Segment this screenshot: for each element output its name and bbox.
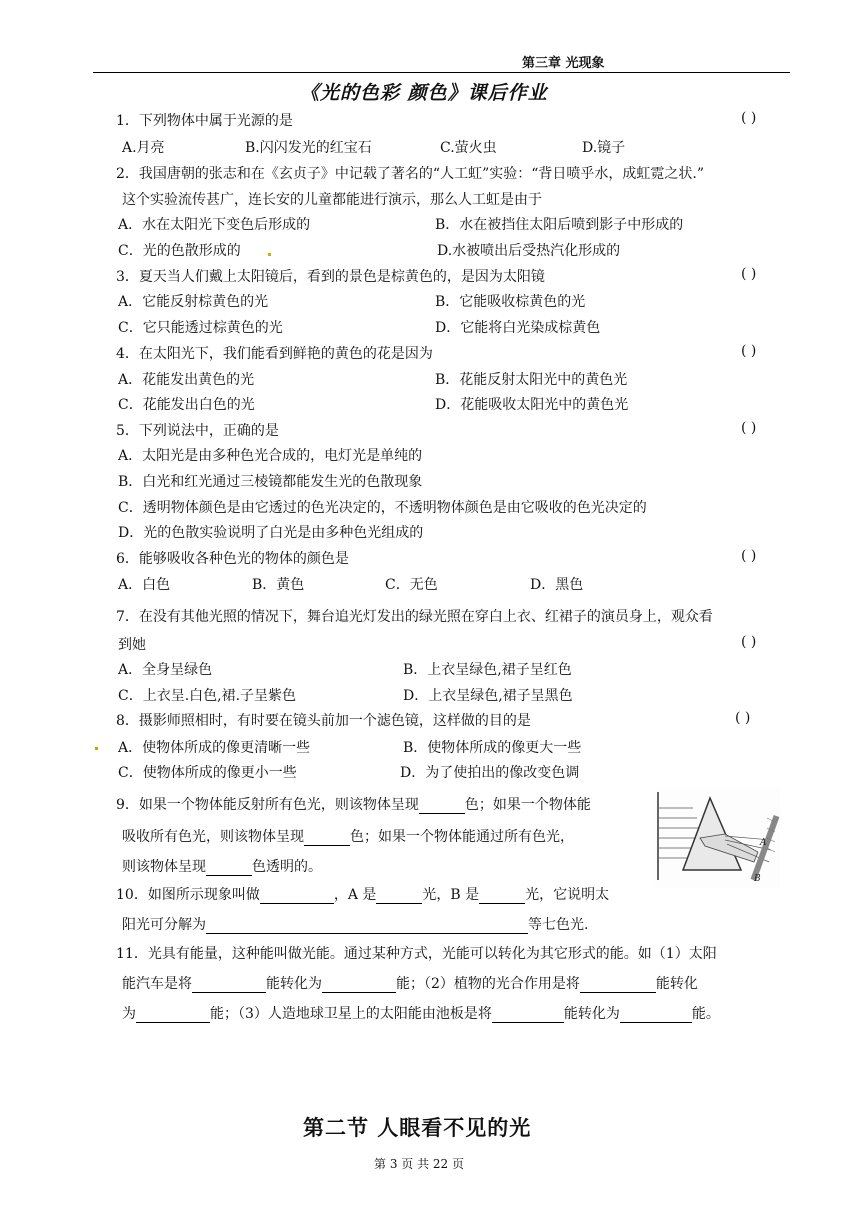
q7-option-b: B．上衣呈绿色,裙子呈红色	[403, 662, 572, 678]
q5-option-c: C．透明物体颜色是由它透过的色光决定的，不透明物体颜色是由它吸收的色光决定的	[118, 500, 647, 516]
q9-line3-text-b: 色透明的。	[252, 859, 322, 875]
q5-option-d: D．光的色散实验说明了白光是由多种色光组成的	[118, 525, 424, 541]
q7-option-c: C．上衣呈.白色,裙.子呈紫色	[118, 688, 297, 704]
q10-line1-text-c: 光，B 是	[422, 887, 480, 903]
q10-blank-1[interactable]	[260, 888, 334, 904]
q11-blank-2[interactable]	[322, 977, 396, 993]
q6-option-b: B．黄色	[252, 577, 305, 593]
q6-answer-paren: ( )	[741, 548, 757, 564]
q4-option-a: A．花能发出黄色的光	[118, 372, 255, 388]
q8-option-d: D．为了使拍出的像改变色调	[400, 765, 580, 781]
q1-answer-paren: ( )	[741, 110, 757, 126]
q6-option-c: C．无色	[385, 577, 438, 593]
q11-blank-6[interactable]	[620, 1007, 692, 1023]
q6-stem: 6．能够吸收各种色光的物体的颜色是	[116, 551, 349, 567]
q9-line3-text-a: 则该物体呈现	[122, 859, 206, 875]
q5-option-b: B．白光和红光通过三棱镜都能发生光的色散现象	[118, 474, 423, 490]
header-rule	[93, 72, 790, 73]
q3-option-d: D．它能将白光染成棕黄色	[435, 320, 601, 336]
stray-mark	[268, 253, 271, 256]
page-footer: 第 3 页 共 22 页	[374, 1157, 464, 1171]
document-title: 《光的色彩 颜色》课后作业	[300, 82, 548, 104]
q5-option-a: A．太阳光是由多种色光合成的，电灯光是单纯的	[118, 448, 423, 464]
q2-stem-line1: 2．我国唐朝的张志和在《玄贞子》中记载了著名的“人工虹”实验：“背日喷乎水，成虹霓之状.”	[116, 166, 704, 182]
q3-option-a: A．它能反射棕黄色的光	[118, 294, 269, 310]
q9-line1-text-b: 色；如果一个物体能	[464, 797, 591, 813]
q9-blank-1[interactable]	[419, 798, 465, 814]
q1-option-a: A.月亮	[122, 140, 165, 156]
q10-line1	[116, 884, 609, 904]
q5-stem: 5．下列说法中，正确的是	[116, 423, 279, 439]
q9-blank-2[interactable]	[304, 830, 350, 846]
q7-option-d: D．上衣呈绿色,裙子呈黑色	[403, 688, 573, 704]
q11-line2	[122, 973, 698, 993]
q10-blank-3[interactable]	[479, 888, 525, 904]
q10-blank-4[interactable]	[206, 918, 528, 934]
q4-option-b: B．花能反射太阳光中的黄色光	[435, 372, 628, 388]
q8-option-b: B．使物体所成的像更大一些	[403, 740, 582, 756]
stray-mark	[95, 747, 98, 750]
q11-line2-text-a: 能汽车是将	[122, 976, 192, 992]
q8-answer-paren: ( )	[735, 710, 751, 726]
q7-stem-line1: 7．在没有其他光照的情况下，舞台追光灯发出的绿光照在穿白上衣、红裙子的演员身上，观众看	[116, 609, 713, 625]
q11-line1: 11．光具有能量，这种能叫做光能。通过某种方式，光能可以转化为其它形式的能。如（1）太阳	[116, 946, 717, 962]
q7-stem-line2: 到她	[118, 637, 146, 653]
q9-blank-3[interactable]	[206, 860, 252, 876]
q11-line3	[122, 1003, 720, 1023]
q6-option-d: D．黑色	[530, 577, 584, 593]
q2-stem-line2: 这个实验流传甚广，连长安的儿童都能进行演示，那么人工虹是由于	[122, 192, 542, 208]
q10-blank-2[interactable]	[376, 888, 422, 904]
q11-blank-4[interactable]	[136, 1007, 210, 1023]
q3-stem: 3．夏天当人们戴上太阳镜后，看到的景色是棕黄色的，是因为太阳镜	[116, 269, 545, 285]
q11-blank-1[interactable]	[192, 977, 266, 993]
q11-line3-text-b: 能；（3）人造地球卫星上的太阳能由池板是将	[210, 1006, 492, 1022]
q4-answer-paren: ( )	[741, 343, 757, 359]
q2-option-a: A．水在太阳光下变色后形成的	[118, 217, 311, 233]
q10-line2-text-b: 等七色光.	[528, 917, 589, 933]
q5-answer-paren: ( )	[741, 420, 757, 436]
q1-stem: 1．下列物体中属于光源的是	[116, 113, 293, 129]
q4-option-d: D．花能吸收太阳光中的黄色光	[435, 397, 629, 413]
q8-stem: 8．摄影师照相时，有时要在镜头前加一个滤色镜，这样做的目的是	[116, 713, 531, 729]
q11-line3-text-a: 为	[122, 1006, 136, 1022]
q1-option-d: D.镜子	[582, 140, 626, 156]
figure-label-a: A	[760, 838, 767, 848]
q10-line1-text-a: 10．如图所示现象叫做	[116, 887, 260, 903]
q8-option-a: A．使物体所成的像更清晰一些	[118, 740, 311, 756]
q11-blank-3[interactable]	[580, 977, 656, 993]
q3-option-c: C．它只能透过棕黄色的光	[118, 320, 283, 336]
q9-line2-text-a: 吸收所有色光，则该物体呈现	[122, 829, 304, 845]
q2-option-b: B．水在被挡住太阳后喷到影子中形成的	[435, 217, 684, 233]
q4-option-c: C．花能发出白色的光	[118, 397, 255, 413]
q1-option-b: B.闪闪发光的红宝石	[245, 140, 372, 156]
q2-option-c: C．光的色散形成的	[118, 243, 241, 259]
q11-line2-text-d: 能转化	[655, 976, 698, 992]
q9-line3	[122, 856, 322, 876]
q7-answer-paren: ( )	[741, 634, 757, 650]
figure-label-b: B	[754, 874, 761, 884]
q9-line2-text-b: 色；如果一个物体能通过所有色光，	[350, 829, 574, 845]
q9-line2	[122, 826, 574, 846]
q11-line3-text-c: 能转化为	[563, 1006, 620, 1022]
q11-blank-5[interactable]	[492, 1007, 564, 1023]
q10-line1-text-d: 光，它说明太	[525, 887, 610, 903]
q10-line2	[122, 914, 588, 934]
q3-option-b: B．它能吸收棕黄色的光	[435, 294, 586, 310]
q4-stem: 4．在太阳光下，我们能看到鲜艳的黄色的花是因为	[116, 346, 433, 362]
q11-line3-text-d: 能。	[691, 1006, 720, 1022]
q8-option-c: C．使物体所成的像更小一些	[118, 765, 297, 781]
q1-option-c: C.萤火虫	[440, 140, 497, 156]
q7-option-a: A．全身呈绿色	[118, 662, 213, 678]
q10-line2-text-a: 阳光可分解为	[122, 917, 206, 933]
q6-option-a: A．白色	[118, 577, 171, 593]
q9-line1	[116, 794, 591, 814]
q11-line2-text-b: 能转化为	[266, 976, 322, 992]
q3-answer-paren: ( )	[741, 266, 757, 282]
q2-option-d: D.水被喷出后受热汽化形成的	[437, 243, 621, 259]
q9-line1-text-a: 9．如果一个物体能反射所有色光，则该物体呈现	[116, 797, 419, 813]
q10-line1-text-b: ，A 是	[333, 887, 377, 903]
section-title: 第二节 人眼看不见的光	[303, 1115, 532, 1140]
chapter-header: 第三章 光现象	[522, 56, 605, 71]
q11-line2-text-c: 能；（2）植物的光合作用是将	[396, 976, 580, 992]
prism-dispersion-figure	[655, 788, 780, 888]
